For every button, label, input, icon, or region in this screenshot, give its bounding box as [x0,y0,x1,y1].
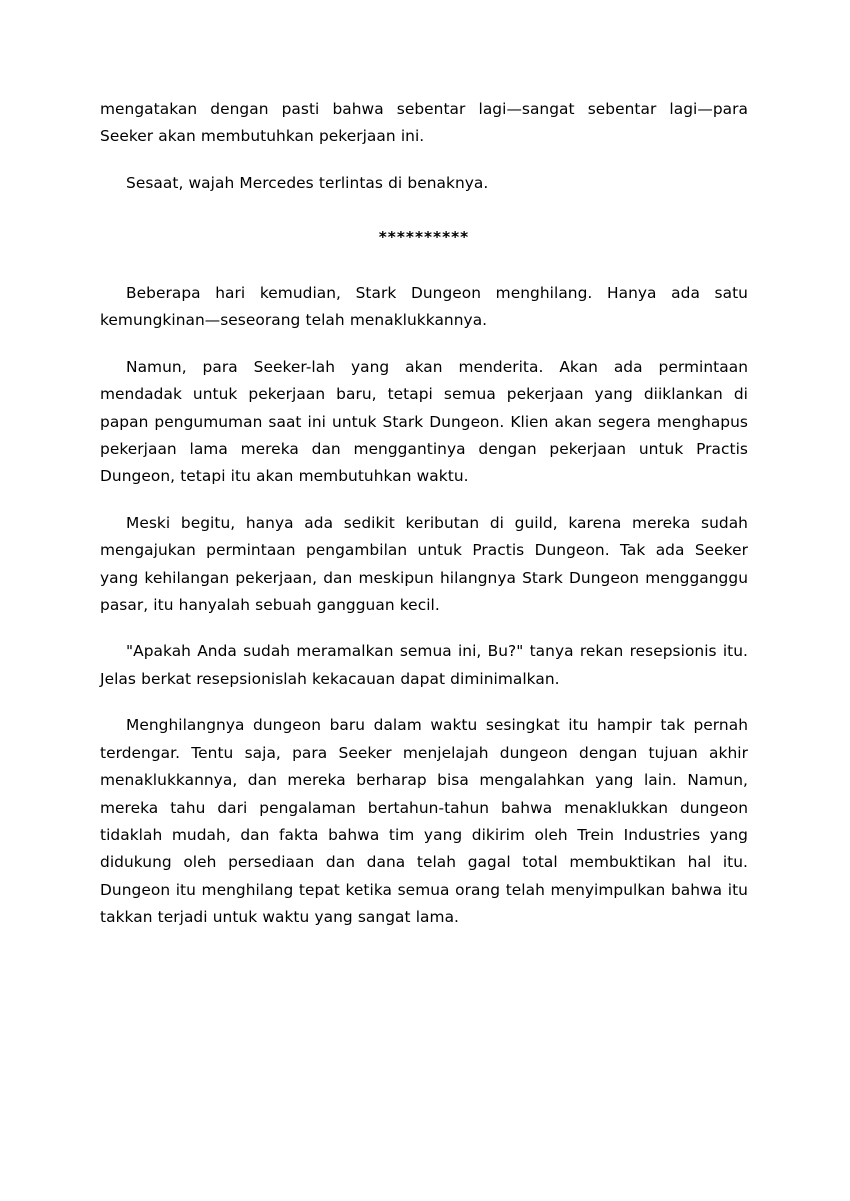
paragraph: Sesaat, wajah Mercedes terlintas di benaknya. [126,173,489,192]
paragraph: "Apakah Anda sudah meramalkan semua ini, Bu?" tanya rekan resepsionis itu. Jelas berkat resepsionislah kekacauan dapat diminimalkan. [100,642,748,688]
section-divider: ********** [378,228,470,247]
paragraph: mengatakan dengan pasti bahwa sebentar lagi—sangat sebentar lagi—para Seeker akan membutuhkan pekerjaan ini. [100,100,748,146]
paragraph: Namun, para Seeker-lah yang akan menderita. Akan ada permintaan mendadak untuk pekerjaan baru, tetapi semua pekerjaan yang diiklankan di papan pengumuman saat ini untuk Stark Dungeon. Klien akan segera menghapus pekerjaan lama mereka dan menggantinya dengan pekerjaan untuk Practis Dungeon, tetapi itu akan membutuhkan waktu. [100,357,748,486]
paragraph: Beberapa hari kemudian, Stark Dungeon menghilang. Hanya ada satu kemungkinan—seseorang telah menaklukkannya. [100,283,748,330]
paragraph: Menghilangnya dungeon baru dalam waktu sesingkat itu hampir tak pernah terdengar. Tentu saja, para Seeker menjelajah dungeon dengan tujuan akhir menaklukkannya, dan mereka berharap bisa mengalahkan yang lain. Namun, mereka tahu dari pengalaman bertahun-tahun bahwa menaklukkan dungeon tidaklah mudah, dan fakta bahwa tim yang dikirim oleh Trein Industries yang didukung oleh persediaan dan dana telah gagal total membuktikan hal itu. Dungeon itu menghilang tepat ketika semua orang telah menyimpulkan bahwa itu takkan terjadi untuk waktu yang sangat lama. [100,716,748,927]
paragraph: Meski begitu, hanya ada sedikit keributan di guild, karena mereka sudah mengajukan permintaan pengambilan untuk Practis Dungeon. Tak ada Seeker yang kehilangan pekerjaan, dan meskipun hilangnya Stark Dungeon mengganggu pasar, itu hanyalah sebuah gangguan kecil. [100,513,748,615]
page-content [100,96,748,951]
